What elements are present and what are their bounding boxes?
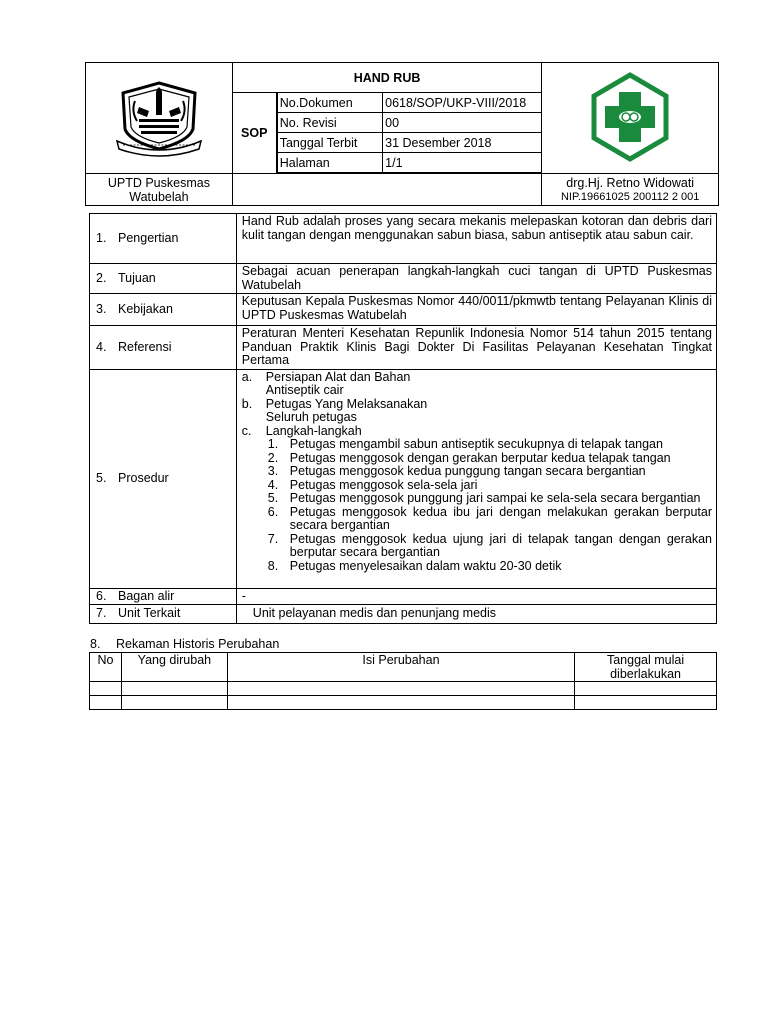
procedure-step: [242, 560, 712, 574]
procedure-step: [242, 452, 712, 466]
step-number: 5.: [267, 491, 279, 505]
history-table: [89, 652, 717, 710]
section-number: 4.: [96, 339, 107, 354]
step-text: Petugas menggosok kedua ibu jari dengan melakukan gerakan berputar secara bergantian: [289, 504, 712, 532]
text-unit-terkait: Unit pelayanan medis dan penunjang medis: [236, 605, 716, 624]
step-number: 6.: [267, 504, 279, 519]
text-kebijakan: Keputusan Kepala Puskesmas Nomor 440/0011/pkmwtb tentang Pelayanan Klinis di UPTD Puskesmas Watubelah: [236, 294, 716, 326]
text-tujuan: Sebagai acuan penerapan langkah-langkah cuci tangan di UPTD Puskesmas Watubelah: [236, 264, 716, 294]
section-label: Referensi: [118, 339, 172, 354]
row-kebijakan: [90, 294, 717, 326]
procedure-item-a-detail: Antiseptik cair: [265, 383, 344, 397]
sop-label: SOP: [232, 93, 276, 174]
regency-seal-icon: [109, 77, 209, 157]
step-number: 7.: [267, 531, 279, 546]
procedure-item-b-detail: Seluruh petugas: [265, 410, 357, 424]
procedure-step: [242, 465, 712, 479]
row-bagan-alir: [90, 588, 717, 605]
organization-line-2: Watubelah: [129, 189, 189, 204]
label-referensi: [90, 326, 237, 370]
procedure-step: [242, 438, 712, 452]
meta-value-no-dokumen: 0618/SOP/UKP-VIII/2018: [383, 93, 542, 113]
procedure-step: [242, 479, 712, 493]
section-number: 2.: [96, 270, 107, 285]
section-number: 7.: [96, 606, 107, 621]
section-label: Kebijakan: [118, 301, 173, 316]
section-label: Bagan alir: [118, 588, 175, 603]
procedure-step: [242, 492, 712, 506]
history-col-isi-perubahan: Isi Perubahan: [227, 653, 574, 682]
procedure-list: [242, 371, 712, 574]
procedure-item-b: [242, 398, 712, 412]
section-label: Pengertian: [118, 230, 179, 245]
step-number: 1.: [267, 437, 279, 451]
document-header: [85, 62, 719, 206]
history-col-no: No: [90, 653, 122, 682]
row-referensi: [90, 326, 717, 370]
item-label: Langkah-langkah: [265, 423, 362, 438]
signer-block: [542, 174, 719, 206]
step-number: 2.: [267, 450, 279, 465]
section-label: Tujuan: [118, 270, 156, 285]
sop-content-table: [89, 213, 717, 624]
step-text: Petugas menggosok sela-sela jari: [289, 477, 478, 492]
section-number: 3.: [96, 301, 107, 316]
history-col-tanggal: Tanggal mulai diberlakukan: [575, 653, 717, 682]
puskesmas-logo-cell: [542, 63, 719, 174]
step-text: Petugas menggosok punggung jari sampai ke sela-sela secara bergantian: [289, 491, 701, 505]
step-text: Petugas mengambil sabun antiseptik secukupnya di telapak tangan: [289, 437, 663, 451]
item-marker: c.: [241, 423, 252, 438]
row-prosedur: [90, 369, 717, 588]
text-referensi: Peraturan Menteri Kesehatan Repunlik Indonesia Nomor 514 tahun 2015 tentang Panduan Praktik Klinis Bagi Dokter Di Fasilitas Pelayanan Kesehatan Tingkat Pertama: [236, 326, 716, 370]
procedure-step: [242, 533, 712, 560]
history-title: Rekaman Historis Perubahan: [116, 637, 280, 651]
row-unit-terkait: [90, 605, 717, 624]
organization-name: [86, 174, 233, 206]
meta-label-no-revisi: No. Revisi: [277, 113, 382, 133]
meta-label-halaman: Halaman: [277, 153, 382, 173]
history-row: [90, 696, 717, 710]
text-bagan-alir: -: [236, 588, 716, 605]
document-meta: [276, 93, 542, 174]
step-number: 8.: [267, 558, 279, 573]
meta-value-no-revisi: 00: [383, 113, 542, 133]
history-heading: [90, 637, 279, 651]
step-number: 3.: [267, 464, 279, 478]
row-pengertian: [90, 214, 717, 264]
procedure-content: [236, 369, 716, 588]
item-label: Petugas Yang Melaksanakan: [265, 396, 428, 411]
section-label: Prosedur: [118, 470, 169, 485]
label-prosedur: [90, 369, 237, 588]
section-number: 6.: [96, 588, 107, 603]
signature-blank: [232, 174, 542, 206]
label-bagan-alir: [90, 588, 237, 605]
procedure-item-c: [242, 425, 712, 439]
step-text: Petugas menggosok kedua punggung tangan secara bergantian: [289, 464, 646, 478]
signer-name: drg.Hj. Retno Widowati: [566, 175, 695, 190]
step-text: Petugas menggosok dengan gerakan berputar kedua telapak tangan: [289, 450, 671, 465]
signer-nip: NIP.19661025 200112 2 001: [560, 190, 700, 203]
label-pengertian: [90, 214, 237, 264]
section-number: 8.: [90, 637, 101, 651]
puskesmas-logo-icon: [585, 72, 675, 162]
document-title: HAND RUB: [232, 63, 542, 93]
item-marker: b.: [241, 396, 253, 411]
item-marker: a.: [241, 369, 253, 384]
procedure-item-a: [242, 371, 712, 385]
label-tujuan: [90, 264, 237, 294]
regency-seal-cell: [86, 63, 233, 174]
organization-line-1: UPTD Puskesmas: [107, 175, 210, 190]
history-row: [90, 682, 717, 696]
text-pengertian: Hand Rub adalah proses yang secara mekanis melepaskan kotoran dan debris dari kulit tangan dengan menggunakan sabun biasa, sabun antiseptik atau sabun cair.: [236, 214, 716, 264]
row-tujuan: [90, 264, 717, 294]
meta-value-tanggal-terbit: 31 Desember 2018: [383, 133, 542, 153]
item-label: Persiapan Alat dan Bahan: [265, 369, 411, 384]
meta-value-halaman: 1/1: [383, 153, 542, 173]
meta-table: [277, 93, 542, 173]
step-text: Petugas menggosok kedua ujung jari di telapak tangan dengan gerakan berputar secara bergantian: [289, 531, 712, 559]
label-unit-terkait: [90, 605, 237, 624]
history-col-yang-dirubah: Yang dirubah: [121, 653, 227, 682]
procedure-step: [242, 506, 712, 533]
section-number: 5.: [96, 470, 107, 485]
meta-label-tanggal-terbit: Tanggal Terbit: [277, 133, 382, 153]
history-header-row: [90, 653, 717, 682]
section-number: 1.: [96, 230, 107, 245]
step-text: Petugas menyelesaikan dalam waktu 20-30 detik: [289, 558, 562, 573]
label-kebijakan: [90, 294, 237, 326]
meta-label-no-dokumen: No.Dokumen: [277, 93, 382, 113]
step-number: 4.: [267, 477, 279, 492]
section-label: Unit Terkait: [118, 606, 181, 621]
